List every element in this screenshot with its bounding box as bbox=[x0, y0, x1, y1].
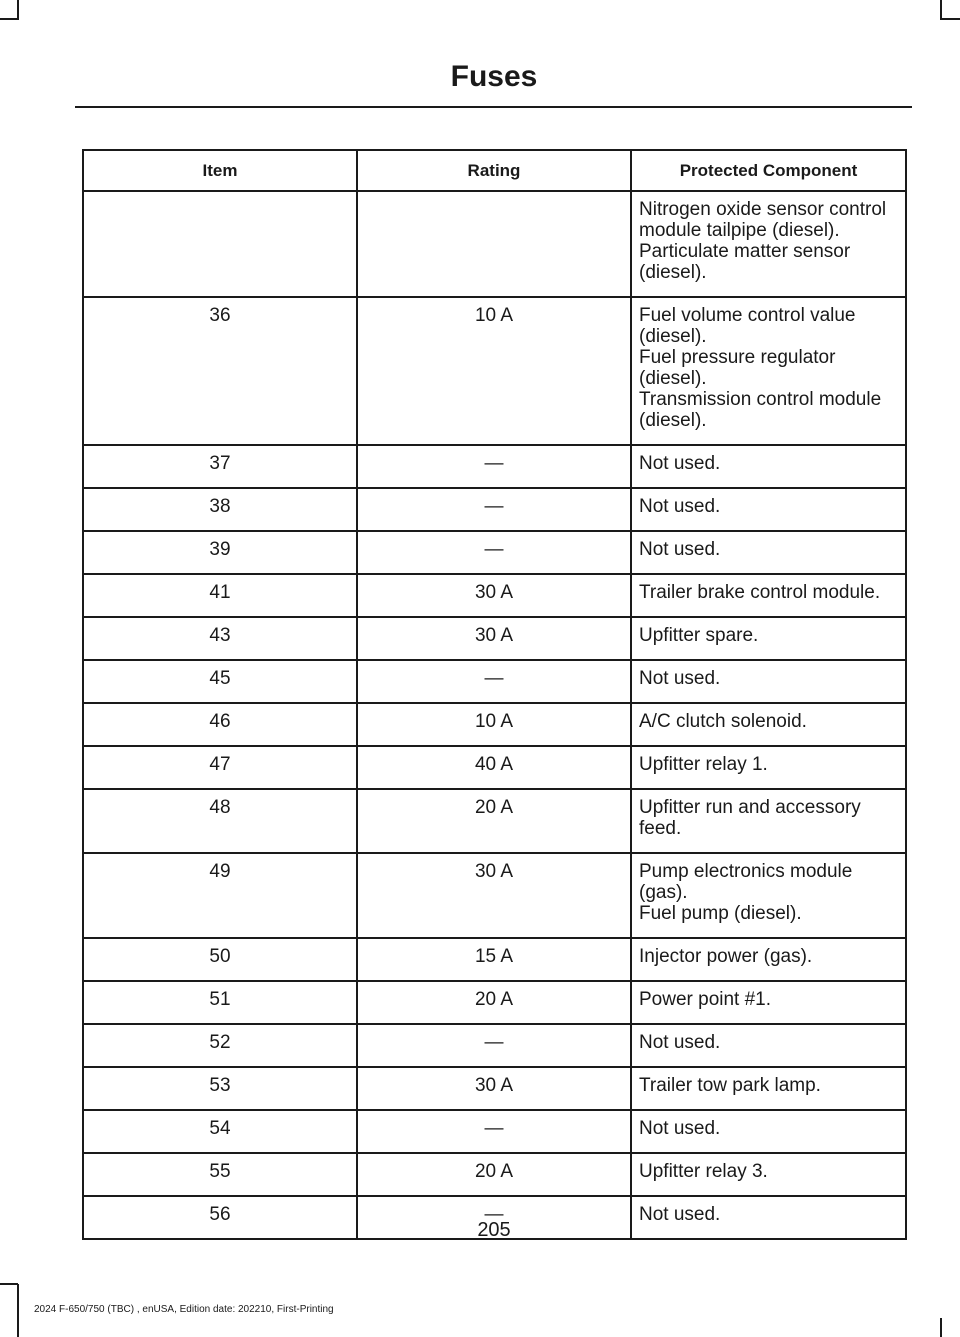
fuse-rating: 40 A bbox=[357, 746, 631, 789]
fuse-table bbox=[82, 149, 907, 1240]
table-row bbox=[83, 703, 906, 746]
table-row bbox=[83, 617, 906, 660]
fuse-rating: — bbox=[357, 1196, 631, 1239]
fuse-rating: 20 A bbox=[357, 789, 631, 853]
protected-component bbox=[631, 853, 906, 938]
crop-mark-bottom-left-h bbox=[0, 1283, 18, 1285]
fuse-rating: 30 A bbox=[357, 574, 631, 617]
fuse-rating: — bbox=[357, 445, 631, 488]
protected-component-line: Not used. bbox=[639, 496, 721, 517]
protected-component-line: Not used. bbox=[639, 1032, 721, 1053]
fuse-item-number: 48 bbox=[83, 789, 357, 853]
protected-component bbox=[631, 1153, 906, 1196]
table-row bbox=[83, 445, 906, 488]
protected-component bbox=[631, 488, 906, 531]
table-row bbox=[83, 746, 906, 789]
table-row bbox=[83, 1067, 906, 1110]
protected-component-line: Trailer tow park lamp. bbox=[639, 1075, 821, 1096]
fuse-rating: 30 A bbox=[357, 617, 631, 660]
protected-component-line: Fuel pump (diesel). bbox=[639, 903, 802, 924]
protected-component bbox=[631, 574, 906, 617]
protected-component-line: Transmission control module (diesel). bbox=[639, 389, 882, 431]
protected-component bbox=[631, 297, 906, 445]
fuse-rating: 10 A bbox=[357, 297, 631, 445]
fuse-item-number: 38 bbox=[83, 488, 357, 531]
fuse-item-number: 53 bbox=[83, 1067, 357, 1110]
protected-component-line: Not used. bbox=[639, 1118, 721, 1139]
fuse-rating bbox=[357, 191, 631, 297]
protected-component bbox=[631, 617, 906, 660]
protected-component bbox=[631, 981, 906, 1024]
protected-component bbox=[631, 191, 906, 297]
table-row bbox=[83, 853, 906, 938]
protected-component-line: Pump electronics module (gas). bbox=[639, 861, 853, 903]
table-row bbox=[83, 191, 906, 297]
fuse-item-number: 51 bbox=[83, 981, 357, 1024]
crop-mark-bottom-right-v bbox=[940, 1318, 942, 1337]
fuse-rating: — bbox=[357, 660, 631, 703]
protected-component-line: Upfitter relay 1. bbox=[639, 754, 768, 775]
protected-component bbox=[631, 531, 906, 574]
protected-component-line: A/C clutch solenoid. bbox=[639, 711, 807, 732]
fuse-item-number: 46 bbox=[83, 703, 357, 746]
fuse-item-number: 39 bbox=[83, 531, 357, 574]
protected-component bbox=[631, 1067, 906, 1110]
fuse-item-number: 54 bbox=[83, 1110, 357, 1153]
fuse-item-number: 47 bbox=[83, 746, 357, 789]
fuse-item-number bbox=[83, 191, 357, 297]
table-row bbox=[83, 660, 906, 703]
protected-component-line: Not used. bbox=[639, 453, 721, 474]
fuse-rating: 20 A bbox=[357, 1153, 631, 1196]
protected-component bbox=[631, 1024, 906, 1067]
fuse-rating: — bbox=[357, 531, 631, 574]
protected-component-line: Trailer brake control module. bbox=[639, 582, 881, 603]
crop-mark-top-right-h bbox=[941, 18, 960, 20]
page-number: 205 bbox=[477, 1219, 511, 1241]
protected-component-line: Injector power (gas). bbox=[639, 946, 813, 967]
protected-component-line: Particulate matter sensor (diesel). bbox=[639, 241, 851, 283]
edition-footer: 2024 F-650/750 (TBC) , enUSA, Edition date: 202210, First-Printing bbox=[34, 1304, 334, 1315]
fuse-rating: 20 A bbox=[357, 981, 631, 1024]
table-row bbox=[83, 1110, 906, 1153]
protected-component-line: Nitrogen oxide sensor control module tailpipe (diesel). bbox=[639, 199, 887, 241]
fuse-item-number: 45 bbox=[83, 660, 357, 703]
table-row bbox=[83, 297, 906, 445]
fuse-rating: 30 A bbox=[357, 1067, 631, 1110]
crop-mark-top-right-v bbox=[940, 0, 942, 20]
protected-component bbox=[631, 445, 906, 488]
table-row bbox=[83, 789, 906, 853]
protected-component-line: Not used. bbox=[639, 1204, 721, 1225]
crop-mark-top-left-v bbox=[17, 0, 19, 20]
table-row bbox=[83, 1153, 906, 1196]
protected-component-line: Power point #1. bbox=[639, 989, 772, 1010]
fuse-item-number: 37 bbox=[83, 445, 357, 488]
fuse-rating: 10 A bbox=[357, 703, 631, 746]
protected-component bbox=[631, 789, 906, 853]
protected-component bbox=[631, 703, 906, 746]
fuse-item-number: 52 bbox=[83, 1024, 357, 1067]
table-row bbox=[83, 531, 906, 574]
protected-component-line: Upfitter run and accessory feed. bbox=[639, 797, 861, 839]
fuse-item-number: 41 bbox=[83, 574, 357, 617]
fuse-rating: — bbox=[357, 488, 631, 531]
protected-component-line: Fuel pressure regulator (diesel). bbox=[639, 347, 836, 389]
fuse-item-number: 43 bbox=[83, 617, 357, 660]
fuse-item-number: 55 bbox=[83, 1153, 357, 1196]
protected-component bbox=[631, 1110, 906, 1153]
fuse-rating: 15 A bbox=[357, 938, 631, 981]
table-row bbox=[83, 574, 906, 617]
column-header-item: Item bbox=[83, 150, 357, 191]
protected-component bbox=[631, 746, 906, 789]
protected-component-line: Not used. bbox=[639, 668, 721, 689]
table-row bbox=[83, 488, 906, 531]
protected-component-line: Upfitter relay 3. bbox=[639, 1161, 768, 1182]
fuse-rating: 30 A bbox=[357, 853, 631, 938]
protected-component-line: Upfitter spare. bbox=[639, 625, 759, 646]
column-header-rating: Rating bbox=[357, 150, 631, 191]
header-rule bbox=[75, 106, 912, 108]
crop-mark-bottom-left-v bbox=[17, 1284, 19, 1337]
fuse-item-number: 49 bbox=[83, 853, 357, 938]
protected-component bbox=[631, 660, 906, 703]
table-header-row bbox=[83, 150, 906, 191]
column-header-protected-component: Protected Component bbox=[631, 150, 906, 191]
page-title: Fuses bbox=[450, 60, 538, 93]
fuse-table-body bbox=[83, 191, 906, 1239]
crop-mark-top-left-h bbox=[0, 18, 18, 20]
fuse-item-number: 50 bbox=[83, 938, 357, 981]
fuse-item-number: 36 bbox=[83, 297, 357, 445]
table-row bbox=[83, 981, 906, 1024]
table-row bbox=[83, 1024, 906, 1067]
fuse-rating: — bbox=[357, 1110, 631, 1153]
fuse-rating: — bbox=[357, 1024, 631, 1067]
protected-component bbox=[631, 938, 906, 981]
fuse-item-number: 56 bbox=[83, 1196, 357, 1239]
protected-component-line: Not used. bbox=[639, 539, 721, 560]
table-row bbox=[83, 938, 906, 981]
protected-component-line: Fuel volume control value (diesel). bbox=[639, 305, 856, 347]
